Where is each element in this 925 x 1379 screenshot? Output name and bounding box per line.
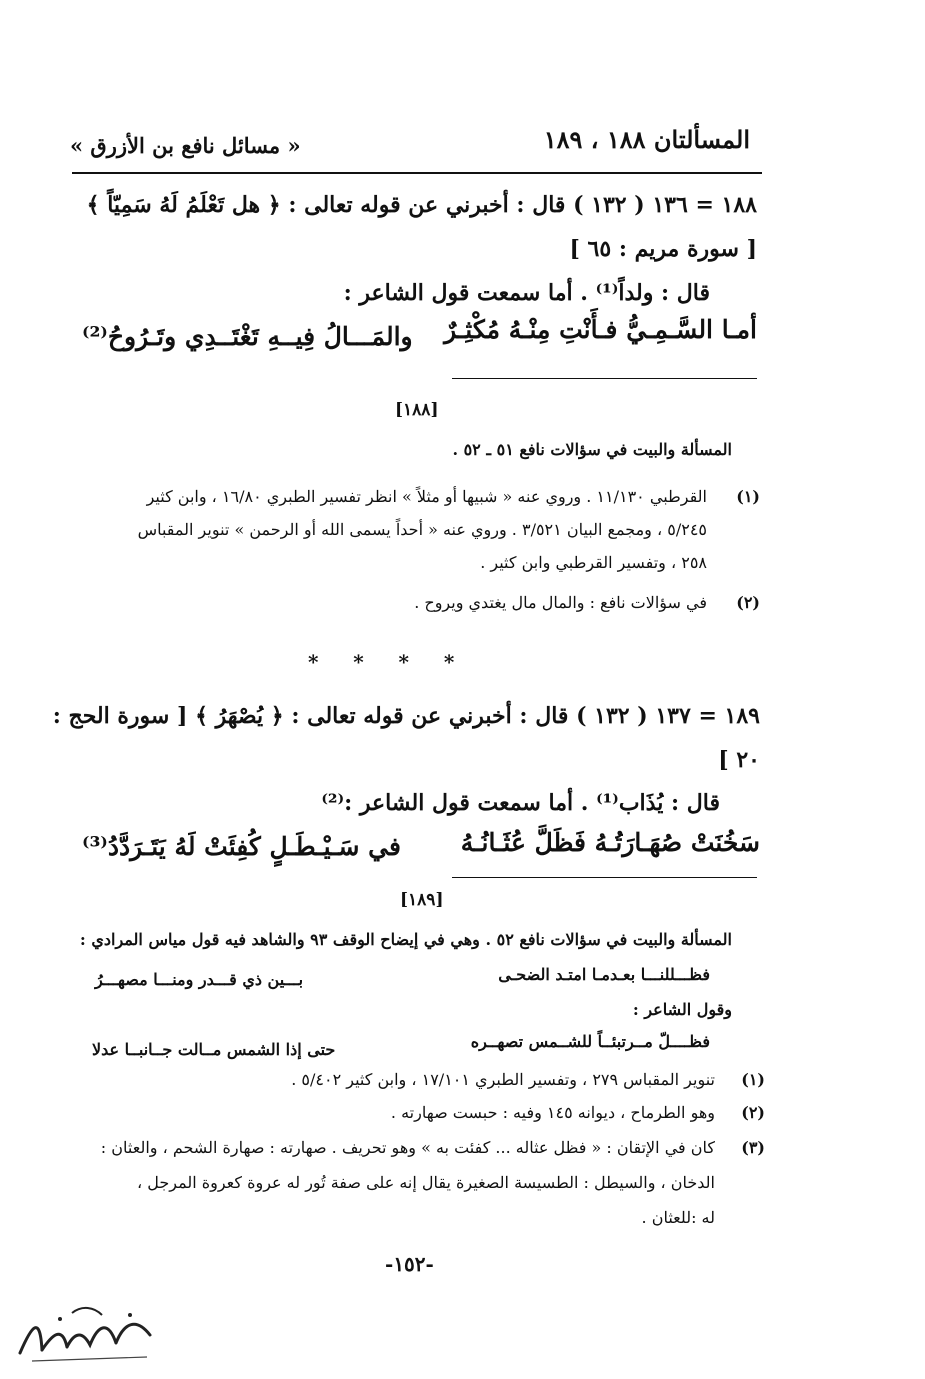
note-189-verse2-right: فظــــلّ مــرتبئــاً للشــمس تصهــره [470, 1032, 710, 1051]
section-marker-189: [١٨٩] [400, 890, 444, 910]
q188-verse-first-hemistich: أمـا السَّـمِـيُّ فـأَنْتِ مِنْـهُ مُكْثِـرٌ [444, 315, 757, 344]
q188-line1: ١٨٨ = ١٣٦ ( ١٣٢ ) قال : أخبرني عن قوله تعالى : ﴿ هل تَعْلَمُ لَهُ سَمِيّاً ﴾ [86, 192, 757, 218]
section-marker-188: [١٨٨] [395, 400, 439, 420]
footnote-separator [452, 378, 757, 379]
note-189-line1: المسألة والبيت في سؤالات نافع ٥٢ . وهي في إيضاح الوقف ٩٣ والشاهد فيه قول مياس المرادي : [79, 930, 732, 949]
fn188-2-line1: في سؤالات نافع : والمال مال يغتدي ويروح . [414, 593, 707, 612]
fn189-2-number: (٢) [741, 1103, 765, 1122]
fn189-1-line1: تنوير المقباس ٢٧٩ ، وتفسير الطبري ١٧/١٠١ ، وابن كثير ٥/٤٠٢ . [291, 1070, 715, 1089]
note-188: المسألة والبيت في سؤالات نافع ٥١ ـ ٥٢ . [452, 440, 732, 459]
q188-line3: قال : ولداً⁽¹⁾ . أما سمعت قول الشاعر : [343, 280, 710, 306]
note-189-verse1-right: فظـــللنـــا بعـدمـا امتـد الضحـى [498, 965, 710, 984]
fn189-3-number: (٣) [741, 1138, 765, 1157]
q189-line3: قال : يُذَاب⁽¹⁾ . أما سمعت قول الشاعر :⁽²⁾ [321, 790, 720, 816]
note-189-verse2-left: حتى إذا الشمس مــالت جــانبــا عدلا [92, 1040, 336, 1059]
fn188-1-line1: القرطبي ١١/١٣٠ . وروي عنه « شبيها أو مثلاً » انظر تفسير الطبري ١٦/٨٠ ، وابن كثير [146, 487, 707, 506]
stamp-calligraphy-icon [12, 1295, 162, 1375]
note-189-line2: وقول الشاعر : [632, 1000, 732, 1019]
fn189-3-line2: الدخان ، والسيطل : الطسيسة الصغيرة يقال إنه على صفة تُور له عروة كعروة المرجل ، [136, 1173, 715, 1192]
fn188-2-number: (٢) [736, 593, 760, 612]
section-divider-stars: * * * * [308, 650, 455, 674]
fn189-3-line3: له :للعثان . [641, 1208, 715, 1227]
q189-verse-first-hemistich: سَخُنَتْ صُهَـارَتُـهُ فَظَلَّ عُثَـانُـهُ [460, 828, 760, 857]
q189-line1: ١٨٩ = ١٣٧ ( ١٣٢ ) قال : أخبرني عن قوله تعالى : ﴿ يُصْهَرُ ﴾ [ سورة الحج : [52, 703, 760, 729]
q189-line2: ٢٠ ] [718, 747, 760, 773]
page-header-right: المسألتان ١٨٨ ، ١٨٩ [543, 125, 750, 154]
q188-surah-ref: [ سورة مريم : ٦٥ ] [569, 236, 757, 262]
fn189-2-line1: وهو الطرماح ، ديوانه ١٤٥ وفيه : حبست صهارته . [390, 1103, 715, 1122]
fn189-1-number: (١) [741, 1070, 765, 1089]
library-stamp-logo [12, 1295, 162, 1375]
footnote-separator [452, 877, 757, 878]
q189-verse-second-hemistich: في سَـيْـطَـلٍ كُفِئَتْ لَهُ يَتَـرَدَّدُ⁽³⁾ [82, 832, 401, 861]
fn188-1-line2: ٥/٢٤٥ ، ومجمع البيان ٣/٥٢١ . وروي عنه « أحداً يسمى الله أو الرحمن » تنوير المقباس [137, 520, 707, 539]
fn188-1-line3: ٢٥٨ ، وتفسير القرطبي وابن كثير . [480, 553, 707, 572]
fn189-3-line1: كان في الإتقان : « فظل عثاله ... كفئت به » وهو تحريف . صهارته : صهارة الشحم ، والعثان : [100, 1138, 715, 1157]
header-rule [72, 172, 762, 174]
page-header-left: « مسائل نافع بن الأزرق » [70, 133, 301, 158]
note-189-verse1-left: بـــين ذي قـــدر ومنـــا مصهـــرُ [95, 970, 304, 989]
q188-verse-second-hemistich: والمَـــالُ فِيــهِ تَغْتَــدِي وتَـرُوحُ⁽²⁾ [82, 322, 413, 351]
fn188-1-number: (١) [736, 487, 760, 506]
page-number: -١٥٢- [385, 1252, 434, 1276]
